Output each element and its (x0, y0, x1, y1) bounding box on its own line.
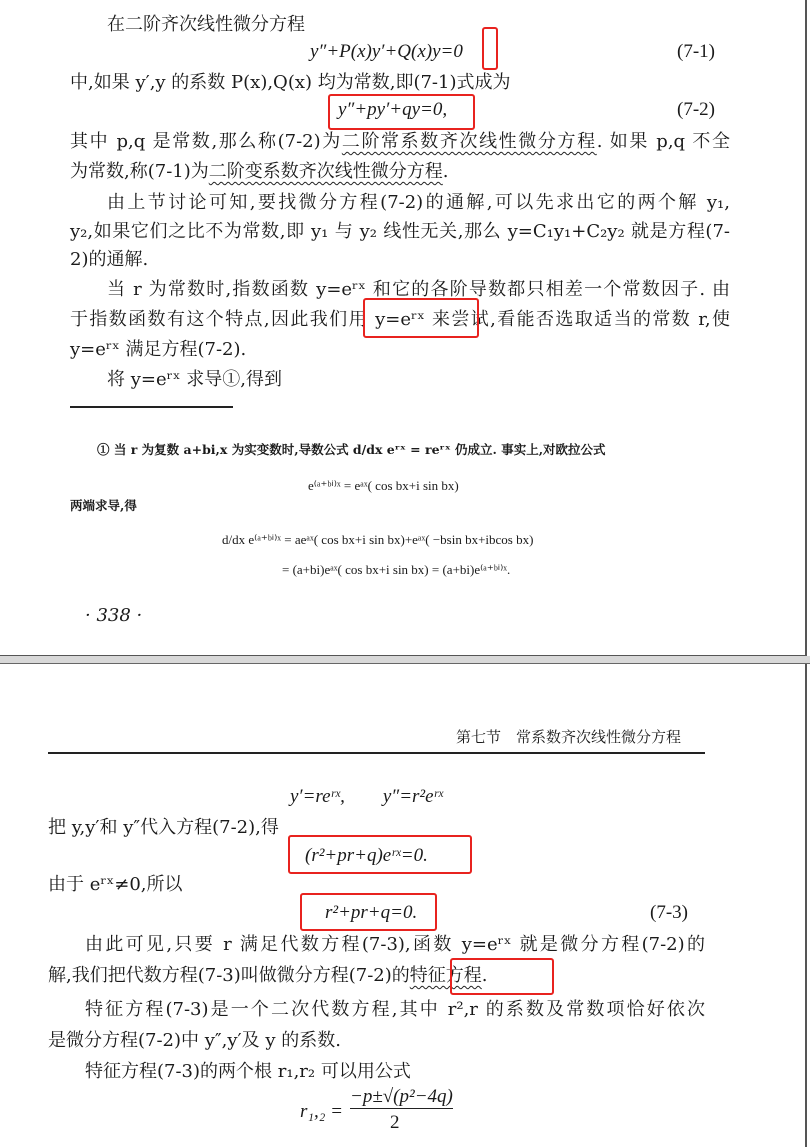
text-line: 由上节讨论可知,要找微分方程(7-2)的通解,可以先求出它的两个解 y₁, (107, 192, 730, 213)
equation-label: (7-1) (677, 41, 715, 62)
derivative-formula: = (a+bi)eᵃˣ( cos bx+i sin bx) = (a+bi)e⁽ᵃ⁺ᵇⁱ⁾ˣ. (282, 562, 511, 577)
text-segment: 解,我们把代数方程(7-3)叫做微分方程(7-2)的 (48, 965, 410, 986)
highlight-box (288, 835, 472, 874)
text-segment: 其中 p,q 是常数,那么称(7-2)为 (70, 131, 342, 152)
text-segment: . 如果 p,q 不全 (596, 131, 731, 152)
term-variable-coefficient: 二阶变系数齐次线性微分方程 (208, 161, 443, 182)
term-characteristic-equation: 特征方程 (409, 965, 482, 986)
text-line: 2)的通解. (70, 249, 149, 270)
text-line: y₂,如果它们之比不为常数,即 y₁ 与 y₂ 线性无关,那么 y=C₁y₁+C₂y₂ 就是方程(7- (70, 221, 730, 242)
text-line: 由于 eʳˣ≠0,所以 (48, 874, 183, 895)
euler-formula: e⁽ᵃ⁺ᵇⁱ⁾ˣ = eᵃˣ( cos bx+i sin bx) (308, 478, 459, 493)
text-line: 把 y,y′和 y″代入方程(7-2),得 (48, 817, 279, 838)
text-line: 中,如果 y′,y 的系数 P(x),Q(x) 均为常数,即(7-1)式成为 (70, 72, 511, 93)
root-formula-numerator: −p±√(p²−4q) (350, 1086, 453, 1107)
text-line: 于指数函数有这个特点,因此我们用 y=eʳˣ 来尝试,看能否选取适当的常数 r,使 (70, 309, 730, 330)
text-line: 当 r 为常数时,指数函数 y=eʳˣ 和它的各阶导数都只相差一个常数因子. 由 (107, 279, 730, 300)
equation-7-1: y″+P(x)y′+Q(x)y=0 (310, 41, 463, 62)
equation-label: (7-3) (650, 902, 688, 923)
root-formula-denominator: 2 (390, 1112, 400, 1133)
footnote-text: 两端求导,得 (70, 498, 137, 513)
running-header: 第七节 常系数齐次线性微分方程 (456, 728, 682, 746)
text-line: 由此可见,只要 r 满足代数方程(7-3),函数 y=eʳˣ 就是微分方程(7-2)的 (85, 934, 705, 955)
text-line: 在二阶齐次线性微分方程 (107, 14, 305, 35)
equation-7-2: y″+py′+qy=0, (338, 99, 448, 120)
text-line (70, 160, 449, 184)
highlight-box (450, 958, 554, 995)
header-rule (48, 752, 705, 754)
text-line (48, 964, 488, 988)
text-line: y=eʳˣ 满足方程(7-2). (70, 339, 247, 360)
page-separator (0, 656, 810, 664)
derivative-formula: d/dx e⁽ᵃ⁺ᵇⁱ⁾ˣ = aeᵃˣ( cos bx+i sin bx)+eᵃˣ( −bsin bx+ibcos bx) (222, 532, 534, 547)
text-segment: . (442, 161, 449, 182)
highlight-box (363, 298, 479, 338)
characteristic-equation: r²+pr+q=0. (325, 902, 418, 923)
derivatives-equation: y′=reʳˣ, y″=r²eʳˣ (290, 786, 444, 807)
text-line: 是微分方程(7-2)中 y″,y′及 y 的系数. (48, 1030, 341, 1051)
highlight-box (300, 893, 437, 931)
term-constant-coefficient: 二阶常系数齐次线性微分方程 (341, 131, 597, 152)
highlight-box (328, 94, 475, 130)
substituted-equation: (r²+pr+q)eʳˣ=0. (305, 845, 428, 866)
page-number: · 338 · (85, 605, 143, 626)
text-line (70, 130, 730, 154)
text-line: 特征方程(7-3)是一个二次代数方程,其中 r²,r 的系数及常数项恰好依次 (85, 999, 705, 1020)
footnote-divider (70, 406, 233, 408)
text-line: 特征方程(7-3)的两个根 r₁,r₂ 可以用公式 (85, 1061, 411, 1082)
text-line: 将 y=eʳˣ 求导①,得到 (107, 369, 282, 390)
text-segment: . (481, 965, 488, 986)
footnote-text: ① 当 r 为复数 a+bi,x 为实变数时,导数公式 d/dx eʳˣ = reʳˣ 仍成立. 事实上,对欧拉公式 (97, 442, 606, 457)
root-formula-lhs: r₁,₂ = (300, 1101, 343, 1122)
text-segment: 为常数,称(7-1)为 (70, 161, 209, 182)
pdf-page-339 (0, 664, 807, 1147)
equation-label: (7-2) (677, 99, 715, 120)
highlight-box (482, 27, 498, 70)
